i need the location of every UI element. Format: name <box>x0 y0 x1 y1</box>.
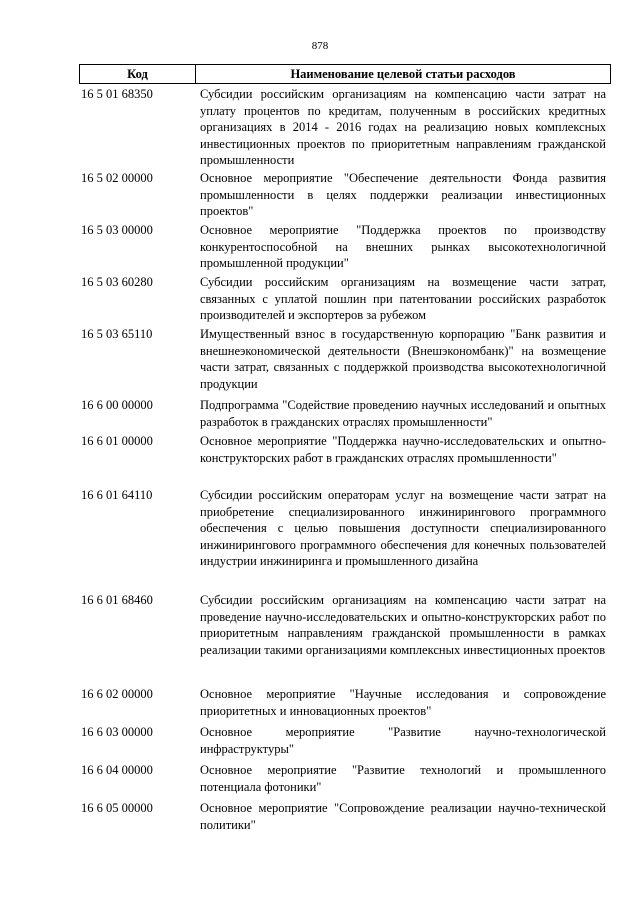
page-number: 878 <box>311 40 329 52</box>
table-row <box>79 326 611 392</box>
table-row <box>79 170 611 220</box>
row-code: 16 6 02 00000 <box>81 687 153 701</box>
row-name: Основное мероприятие "Развитие технологий и промышленного потенциала фотоники" <box>200 763 606 794</box>
row-code: 16 5 03 00000 <box>81 223 153 237</box>
row-code: 16 5 01 68350 <box>81 87 153 101</box>
row-name: Имущественный взнос в государственную корпорацию "Банк развития и внешнеэкономической деятельности (Внешэкономбанк)" на возмещение части затрат, связанных с поддержкой производства высокотехнологичной продукции <box>200 327 606 391</box>
table-row <box>79 222 611 272</box>
table-header <box>79 64 611 84</box>
row-code: 16 6 03 00000 <box>81 725 153 739</box>
row-code: 16 6 04 00000 <box>81 763 153 777</box>
row-name: Основное мероприятие "Научные исследования и сопровождение приоритетных и инновационных проектов" <box>200 687 606 718</box>
row-code: 16 6 05 00000 <box>81 801 153 815</box>
row-name: Основное мероприятие "Сопровождение реализации научно-технической политики" <box>200 801 606 832</box>
table-row <box>79 487 611 570</box>
row-code: 16 5 03 60280 <box>81 275 153 289</box>
row-name: Субсидии российским организациям на компенсацию части затрат на уплату процентов по кредитам, полученным в российских кредитных организациях в 2014 - 2016 годах на реализацию новых комплексных инвестиционных проектов по приоритетным направлениям гражданской промышленности <box>200 87 606 167</box>
row-code: 16 6 00 00000 <box>81 398 153 412</box>
row-name: Субсидии российским организациям на возмещение части затрат, связанных с уплатой пошлин при патентовании российских разработок производителей и экспортеров за рубежом <box>200 275 606 322</box>
row-name: Субсидии российским организациям на компенсацию части затрат на проведение научно-исследовательских и опытно-конструкторских работ по приоритетным направлениям гражданской промышленности в рамках реализации такими организациями комплексных инвестиционных проектов <box>200 593 606 657</box>
row-name: Основное мероприятие "Развитие научно-технологической инфраструктуры" <box>200 725 606 756</box>
header-name: Наименование целевой статьи расходов <box>290 67 516 81</box>
row-name: Основное мероприятие "Обеспечение деятельности Фонда развития промышленности в целях поддержки реализации инвестиционных проектов" <box>200 171 606 218</box>
row-name: Основное мероприятие "Поддержка научно-исследовательских и опытно-конструкторских работ в гражданских отраслях промышленности" <box>200 434 606 465</box>
row-name: Подпрограмма "Содействие проведению научных исследований и опытных разработок в гражданских отраслях промышленности" <box>200 398 606 429</box>
table-row <box>79 800 611 833</box>
row-code: 16 6 01 00000 <box>81 434 153 448</box>
row-name: Субсидии российским операторам услуг на возмещение части затрат на приобретение специализированного инжинирингового программного обеспечения с целью повышения доступности специализированного инжинирингового программного обеспечения для конечных пользователей индустрии инжиниринга и промышленного дизайна <box>200 488 606 568</box>
row-code: 16 5 02 00000 <box>81 171 153 185</box>
table-row <box>79 397 611 430</box>
table-row <box>79 86 611 169</box>
row-code: 16 6 01 68460 <box>81 593 153 607</box>
row-name: Основное мероприятие "Поддержка проектов по производству конкурентоспособной на внешних рынках высокотехнологичной промышленной продукции" <box>200 223 606 270</box>
table-row <box>79 274 611 324</box>
row-code: 16 6 01 64110 <box>81 488 153 502</box>
header-code: Код <box>80 65 196 83</box>
table-row <box>79 592 611 658</box>
table-row <box>79 724 611 757</box>
row-code: 16 5 03 65110 <box>81 327 153 341</box>
table-row <box>79 762 611 795</box>
table-row <box>79 686 611 719</box>
table-row <box>79 433 611 466</box>
